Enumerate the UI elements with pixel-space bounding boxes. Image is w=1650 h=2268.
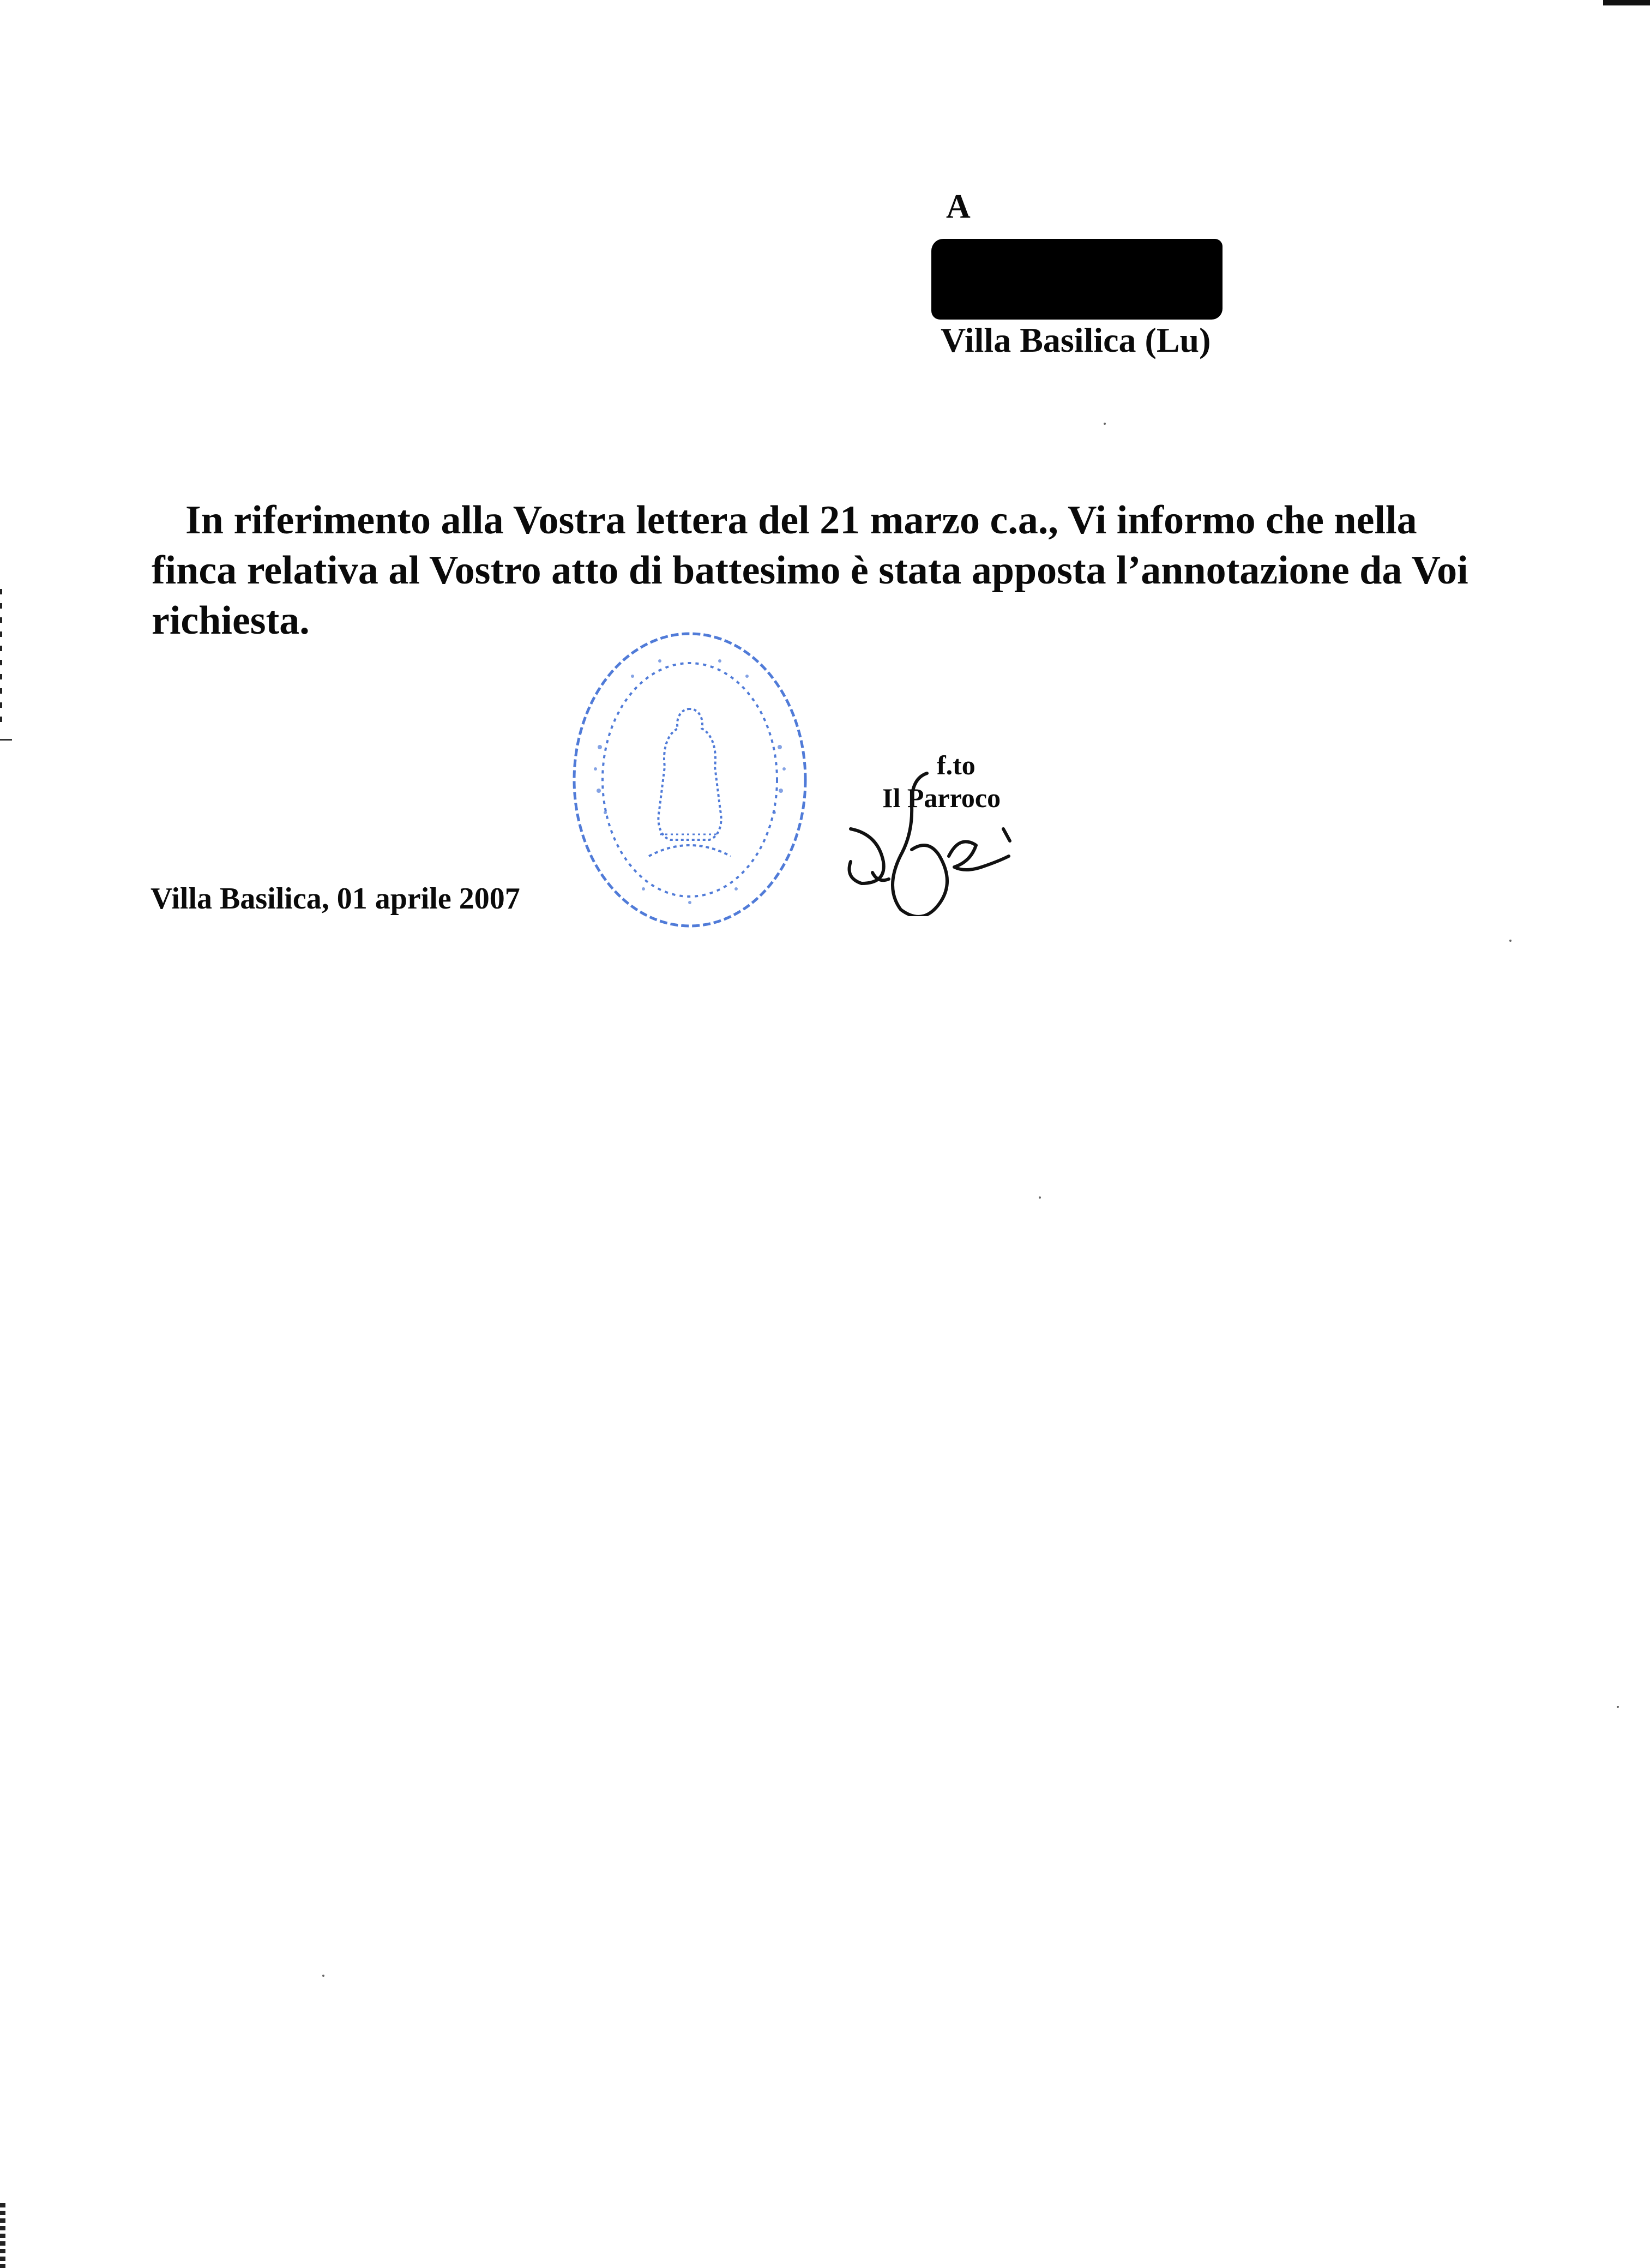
place-date: Villa Basilica, 01 aprile 2007 bbox=[150, 882, 520, 916]
scan-edge-mark bbox=[0, 2203, 5, 2268]
signature-fto: f.to bbox=[937, 750, 975, 780]
handwritten-signature-icon bbox=[840, 763, 1020, 916]
scan-speck bbox=[322, 1975, 324, 1977]
signature-role: Il Parroco bbox=[882, 783, 1001, 813]
recipient-to-label: A bbox=[946, 188, 971, 225]
parish-seal-icon bbox=[567, 627, 812, 933]
scan-speck bbox=[1104, 423, 1106, 425]
scan-speck bbox=[1509, 940, 1512, 942]
recipient-city: Villa Basilica (Lu) bbox=[941, 321, 1211, 359]
scan-speck bbox=[1617, 1706, 1619, 1708]
scan-edge-mark bbox=[0, 589, 2, 731]
redacted-recipient-name bbox=[931, 239, 1223, 320]
scan-edge-mark bbox=[0, 739, 12, 741]
scan-speck bbox=[1039, 1196, 1041, 1199]
letter-body: In riferimento alla Vostra lettera del 21 marzo c.a., Vi informo che nella finca relativa al Vostro atto di battesimo è stata apposta l’annotazione da Voi richiesta. bbox=[152, 498, 1468, 643]
scan-edge-mark bbox=[1603, 0, 1650, 5]
